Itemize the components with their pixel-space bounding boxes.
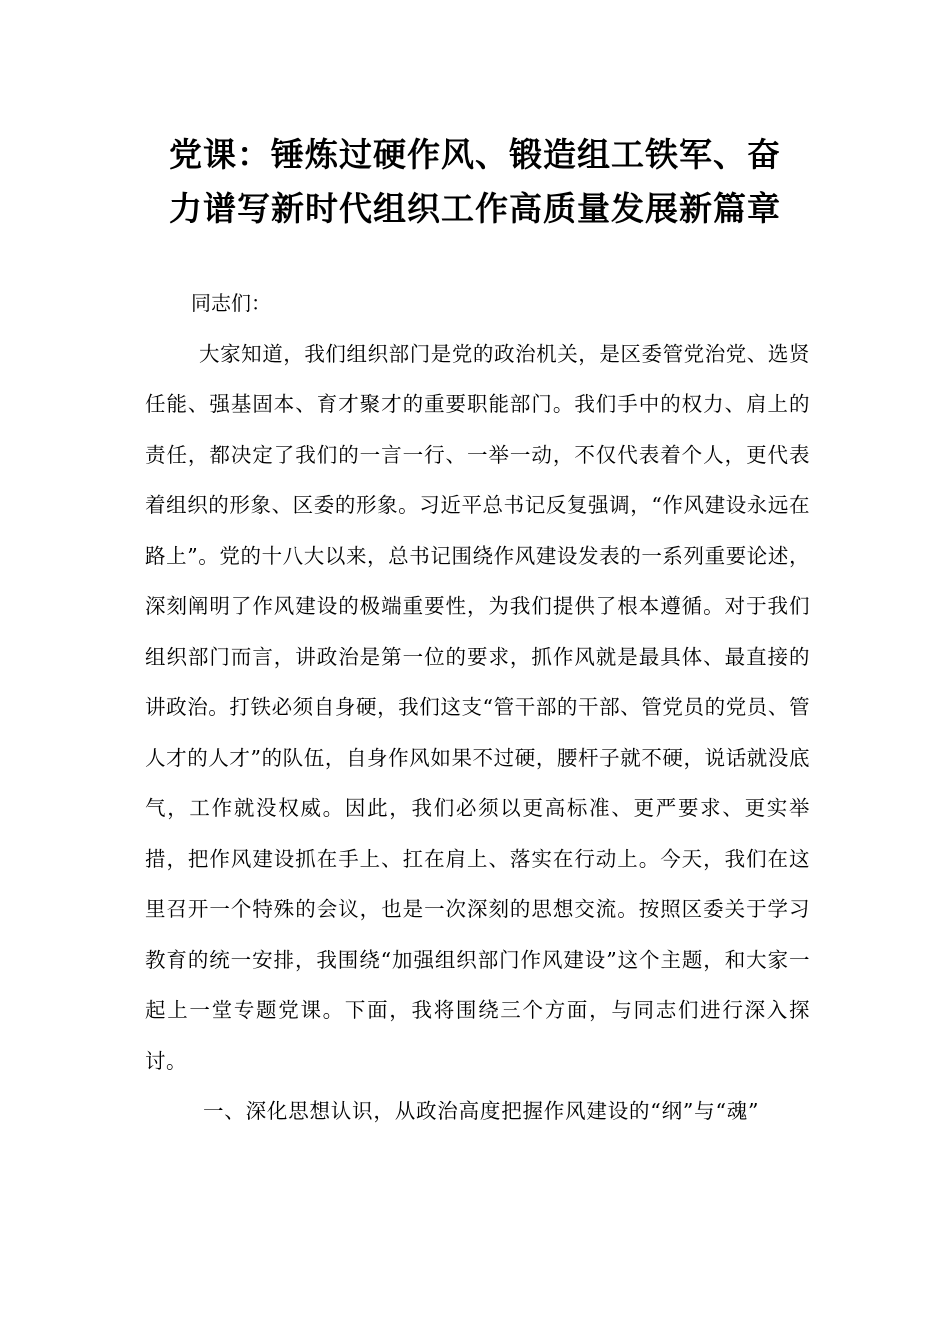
- document-body: [145, 278, 810, 1137]
- document-title: [120, 128, 830, 236]
- section-heading: 一、深化思想认识，从政治高度把握作风建设的“纲”与“魂”: [203, 1099, 760, 1123]
- title-line-2: 力谱写新时代组织工作高质量发展新篇章: [169, 189, 781, 228]
- greeting: 同志们：: [191, 291, 271, 315]
- title-line-1: 党课：锤炼过硬作风、锻造组工铁军、奋: [169, 135, 781, 174]
- body-paragraph: 大家知道，我们组织部门是党的政治机关，是区委管党治党、选贤任能、强基固本、育才聚才的重要职能部门。我们手中的权力、肩上的责任，都决定了我们的一言一行、一举一动，不仅代表着个人，更代表着组织的形象、区委的形象。习近平总书记反复强调，“作风建设永远在路上”。党的十八大以来，总书记围绕作风建设发表的一系列重要论述，深刻阐明了作风建设的极端重要性，为我们提供了根本遵循。对于我们组织部门而言，讲政治是第一位的要求，抓作风就是最具体、最直接的讲政治。打铁必须自身硬，我们这支“管干部的干部、管党员的党员、管人才的人才”的队伍，自身作风如果不过硬，腰杆子就不硬，说话就没底气，工作就没权威。因此，我们必须以更高标准、更严要求、更实举措，把作风建设抓在手上、扛在肩上、落实在行动上。今天，我们在这里召开一个特殊的会议，也是一次深刻的思想交流。按照区委关于学习教育的统一安排，我围绕“加强组织部门作风建设”这个主题，和大家一起上一堂专题党课。下面，我将围绕三个方面，与同志们进行深入探讨。: [145, 341, 810, 1073]
